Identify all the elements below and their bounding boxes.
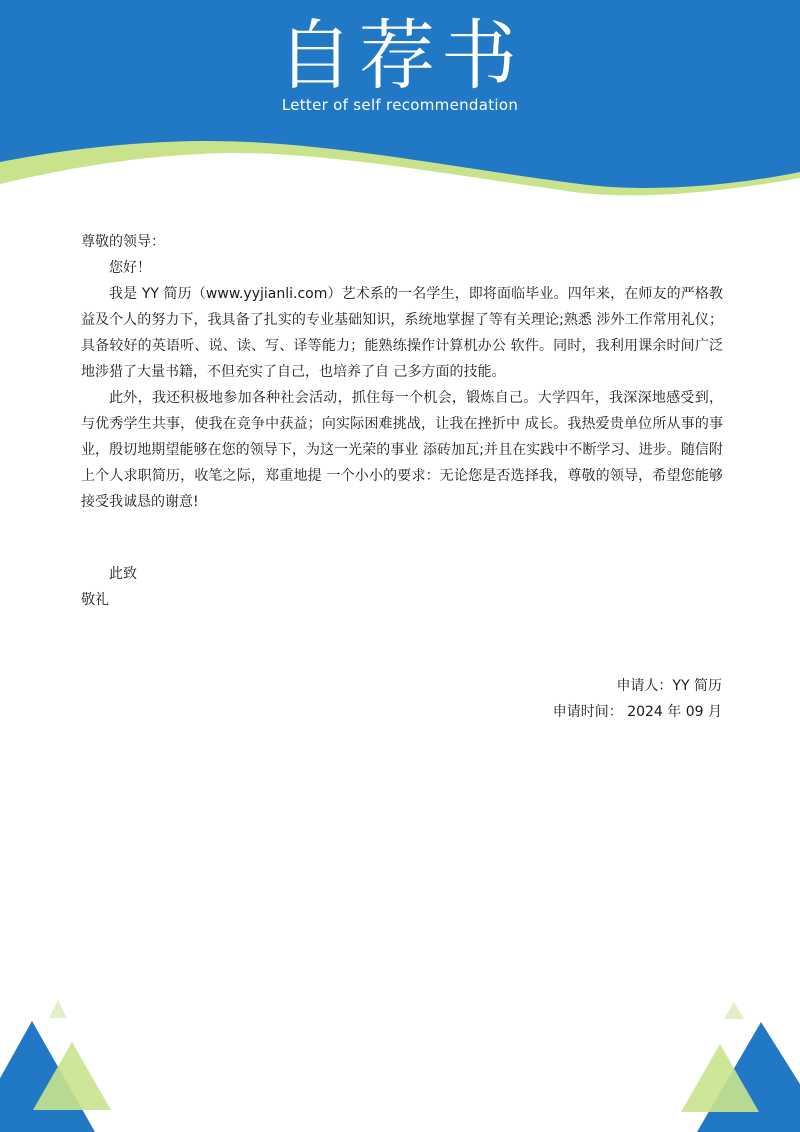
paragraph-1: 我是 YY 简历（www.yyjianli.com）艺术系的一名学生，即将面临毕业。四年来，在师友的严格教益及个人的努力下，我具备了扎实的专业基础知识，系统地掌握了等有关理论;熟悉 涉外工作常用礼仪；具备较好的英语听、说、读、写、译等能力；能熟练操作计算机办公 软件。同时，我利用课余时间广泛地涉猎了大量书籍，不但充实了自己，也培养了自 己多方面的技能。: [81, 286, 723, 380]
closing-line-1: 此致: [109, 566, 137, 582]
closing-line-2: 敬礼: [81, 592, 109, 608]
triangle-decoration-left: [0, 990, 130, 1132]
application-date: 申请时间： 2024 年 09 月: [552, 704, 722, 720]
page-subtitle: Letter of self recommendation: [281, 96, 519, 114]
page-title: 自荐书: [277, 11, 523, 100]
header-banner: [0, 0, 800, 200]
triangle-decoration-right: [670, 990, 800, 1132]
letter-body: [81, 229, 723, 515]
signature-block: [553, 673, 722, 725]
paragraph-2: 此外，我还积极地参加各种社会活动，抓住每一个机会，锻炼自己。大学四年，我深深地感受到，与优秀学生共事，使我在竞争中获益；向实际困难挑战，让我在挫折中 成长。我热爱贵单位所从事的事业，殷切地期望能够在您的领导下，为这一光荣的事业 添砖加瓦;并且在实践中不断学习、进步。随信附上个人求职简历，收笔之际，郑重地提 一个小小的要求：无论您是否选择我，尊敬的领导，希望您能够接受我诚恳的谢意!: [81, 390, 723, 510]
salutation: 尊敬的领导：: [81, 234, 165, 250]
closing: [81, 561, 137, 613]
applicant-name: 申请人：YY 简历: [616, 678, 722, 694]
greeting: 您好！: [109, 260, 151, 276]
title-block: [0, 11, 800, 114]
